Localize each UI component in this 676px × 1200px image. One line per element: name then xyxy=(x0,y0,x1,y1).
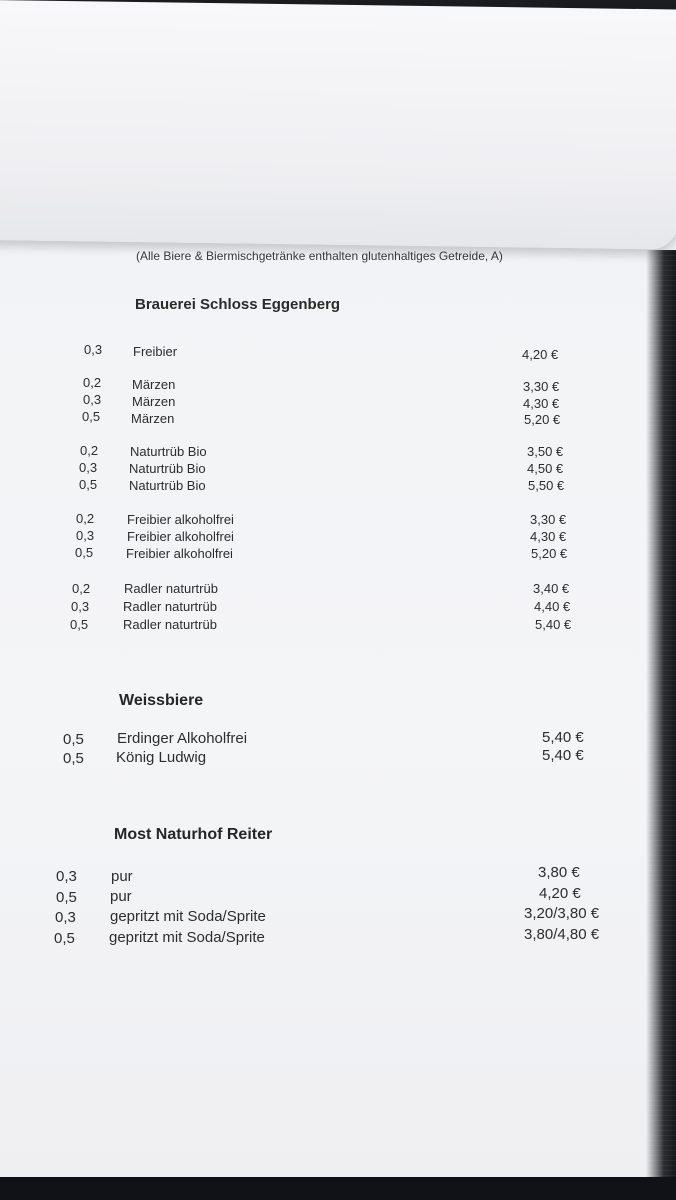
item-name: Naturtrüb Bio xyxy=(130,444,207,459)
item-size: 0,5 xyxy=(63,750,84,767)
binding xyxy=(642,250,676,1190)
item-name: Freibier alkoholfrei xyxy=(127,529,234,544)
item-size: 0,5 xyxy=(63,731,84,748)
item-name: gepritzt mit Soda/Sprite xyxy=(110,908,266,925)
item-size: 0,5 xyxy=(82,409,101,424)
menu-page xyxy=(0,215,676,1177)
item-name: Freibier xyxy=(133,344,178,359)
item-size: 0,5 xyxy=(79,477,98,492)
item-name: Radler naturtrüb xyxy=(124,581,218,596)
item-name: Radler naturtrüb xyxy=(123,617,217,632)
section-title-eggenberg: Brauerei Schloss Eggenberg xyxy=(135,296,341,313)
item-size: 0,3 xyxy=(79,460,98,475)
item-price: 4,50 € xyxy=(527,461,564,476)
item-size: 0,2 xyxy=(80,443,99,458)
item-name: Radler naturtrüb xyxy=(123,599,217,614)
item-size: 0,3 xyxy=(55,909,76,926)
item-price: 5,20 € xyxy=(524,412,561,427)
folded-page-flap xyxy=(0,0,676,250)
item-price: 3,30 € xyxy=(530,512,567,527)
item-price: 4,30 € xyxy=(523,396,560,411)
item-price: 5,20 € xyxy=(531,546,568,561)
item-size: 0,3 xyxy=(76,528,95,543)
item-name: Naturtrüb Bio xyxy=(129,478,206,493)
item-name: Freibier alkoholfrei xyxy=(126,546,233,561)
item-price: 3,80/4,80 € xyxy=(524,926,600,943)
item-size: 0,5 xyxy=(54,930,75,947)
allergen-note: (Alle Biere & Biermischgetränke enthalten glutenhaltiges Getreide, A) xyxy=(136,249,503,263)
item-name: Erdinger Alkoholfrei xyxy=(117,730,248,747)
item-name: König Ludwig xyxy=(116,749,207,766)
item-price: 5,40 € xyxy=(542,729,584,746)
item-price: 4,30 € xyxy=(530,529,567,544)
item-size: 0,3 xyxy=(71,599,90,614)
item-size: 0,2 xyxy=(76,511,95,526)
item-name: pur xyxy=(110,888,132,905)
section-title-weissbiere: Weissbiere xyxy=(119,692,204,709)
item-name: pur xyxy=(111,868,133,885)
item-size: 0,5 xyxy=(75,545,94,560)
item-name: Naturtrüb Bio xyxy=(129,461,206,476)
item-price: 3,20/3,80 € xyxy=(524,905,600,922)
item-size: 0,3 xyxy=(56,868,77,885)
item-price: 4,20 € xyxy=(539,885,581,902)
section-title-most: Most Naturhof Reiter xyxy=(114,826,273,843)
item-size: 0,2 xyxy=(83,375,102,390)
item-name: gepritzt mit Soda/Sprite xyxy=(109,929,265,946)
item-price: 3,30 € xyxy=(523,379,560,394)
item-name: Märzen xyxy=(131,411,175,426)
item-name: Freibier alkoholfrei xyxy=(127,512,234,527)
item-price: 4,20 € xyxy=(522,347,559,362)
item-size: 0,3 xyxy=(84,342,103,357)
item-price: 5,50 € xyxy=(528,478,565,493)
item-price: 3,40 € xyxy=(533,581,570,596)
item-size: 0,5 xyxy=(56,889,77,906)
item-size: 0,5 xyxy=(70,617,89,632)
item-size: 0,2 xyxy=(72,581,91,596)
table-surface xyxy=(0,1177,676,1200)
item-name: Märzen xyxy=(132,377,176,392)
item-name: Märzen xyxy=(132,394,176,409)
item-price: 4,40 € xyxy=(534,599,571,614)
item-price: 5,40 € xyxy=(542,747,584,764)
item-price: 3,80 € xyxy=(538,864,580,881)
item-price: 5,40 € xyxy=(535,617,572,632)
item-size: 0,3 xyxy=(83,392,102,407)
item-price: 3,50 € xyxy=(527,444,564,459)
